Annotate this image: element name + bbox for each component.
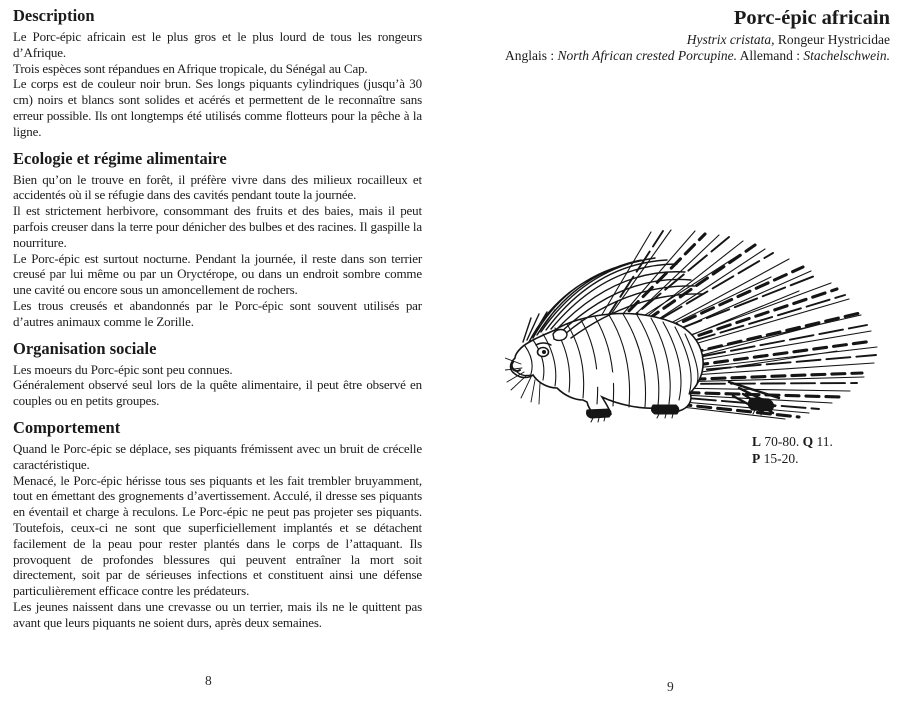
page-number-right: 9: [667, 679, 674, 694]
left-page: [13, 6, 422, 631]
paragraph: Quand le Porc-épic se déplace, ses piquants frémissent avec un bruit de crécelle caractéristique.: [13, 440, 422, 472]
german-label: Allemand :: [737, 47, 804, 63]
species-line: [458, 32, 890, 48]
paragraph: Trois espèces sont répandues en Afrique tropicale, du Sénégal au Cap.: [13, 60, 368, 76]
length-value: 70-80.: [761, 434, 803, 449]
weight-value: 15-20.: [760, 450, 799, 466]
paragraph: Il est strictement herbivore, consommant des fruits et des baies, mais il peut parfois creuser dans la terre pour dénicher des bulbes et des racines. Il gaspille la nourriture.: [13, 203, 422, 250]
weight-label: P: [752, 450, 761, 466]
measurement-line-2: [752, 451, 900, 468]
paragraph: Les jeunes naissent dans une crevasse ou un terrier, mais ils ne le quittent pas avant que leurs piquants ne soient durs, après deux semaines.: [13, 598, 422, 630]
section-heading-behaviour: Comportement: [13, 417, 121, 437]
paragraph: Bien qu’on le trouve en forêt, il préfère vivre dans des milieux rocailleux et accidentés où il se réfugie dans des cavités pendant toute la journée.: [13, 171, 422, 203]
english-name: North African crested Porcupine.: [557, 47, 738, 63]
section-behaviour: [13, 418, 422, 631]
measurement-line-1: [752, 434, 900, 451]
page-title: Porc-épic africain: [733, 7, 890, 29]
front-foot: [587, 409, 612, 418]
english-label: Anglais :: [505, 47, 558, 63]
paragraph: Menacé, le Porc-épic hérisse tous ses piquants et les fait trembler bruyamment, tout en émettant des grognements d’avertissement. Acculé, il dresse ses piquants en éventail et charge à reculons. Le Porc-épic ne peut pas projeter ses piquants. Toutefois, ceux-ci ne sont que superficiellement implantés et se détachent facilement de la peau pour rester plantés dans le corps de l’attaquant. Ils provoquent de profondes blessures qui peuvent entraîner la mort soit directement, soit par de sérieuses infections et constituent ainsi une défense particulièrement efficace contre les prédateurs.: [13, 472, 422, 599]
section-heading-ecology: Ecologie et régime alimentaire: [13, 148, 227, 168]
section-heading-description: Description: [13, 6, 95, 25]
german-name: Stachelschwein.: [803, 47, 890, 63]
ear: [553, 330, 567, 341]
paragraph: Le corps est de couleur noir brun. Ses longs piquants cylindriques (jusqu’à 30 cm) noirs et blancs sont solides et acérés et permettent de le reconnaître sans erreur possible. Ils ont longtemps été utilisés comme flotteurs pour la pêche à la ligne.: [13, 76, 422, 139]
quill-value: 11.: [813, 434, 833, 449]
paragraph: Le Porc-épic est surtout nocturne. Pendant la journée, il reste dans son terrier creusé par lui même ou par un Oryctérope, ou dans un endroit sombre comme une cavité ou encore sous un amoncellement de rochers.: [13, 250, 422, 298]
paragraph: Le Porc-épic africain est le plus gros et le plus lourd de tous les rongeurs d’Afrique.: [13, 29, 422, 60]
right-page-header: [458, 6, 890, 63]
section-ecology: [13, 149, 422, 330]
species-family: Rongeur Hystricidae: [774, 32, 890, 47]
page-number-left: 8: [205, 673, 212, 688]
rear-foot: [748, 398, 773, 411]
paragraph: Les trous creusés et abandonnés par le Porc-épic sont souvent utilisés par d’autres animaux comme le Zorille.: [13, 297, 422, 329]
measurements-caption: [752, 434, 900, 467]
length-label: L: [752, 434, 762, 449]
pupil: [542, 350, 546, 354]
section-description: [13, 6, 422, 140]
paragraph: Généralement observé seul lors de la quête alimentaire, il peut être observé en couples ou en petits groupes.: [13, 377, 422, 409]
paragraph: Les moeurs du Porc-épic sont peu connues.: [13, 361, 233, 377]
porcupine-illustration: [505, 228, 885, 430]
hind-foot: [651, 405, 678, 414]
section-heading-social: Organisation sociale: [13, 338, 157, 358]
quill-label: Q: [802, 434, 814, 449]
species-latin-name: Hystrix cristata,: [686, 32, 775, 47]
section-social-organisation: [13, 339, 422, 409]
porcupine-drawing-svg: [505, 228, 885, 430]
white-flank-patch: [586, 369, 616, 387]
language-line: [458, 48, 890, 64]
